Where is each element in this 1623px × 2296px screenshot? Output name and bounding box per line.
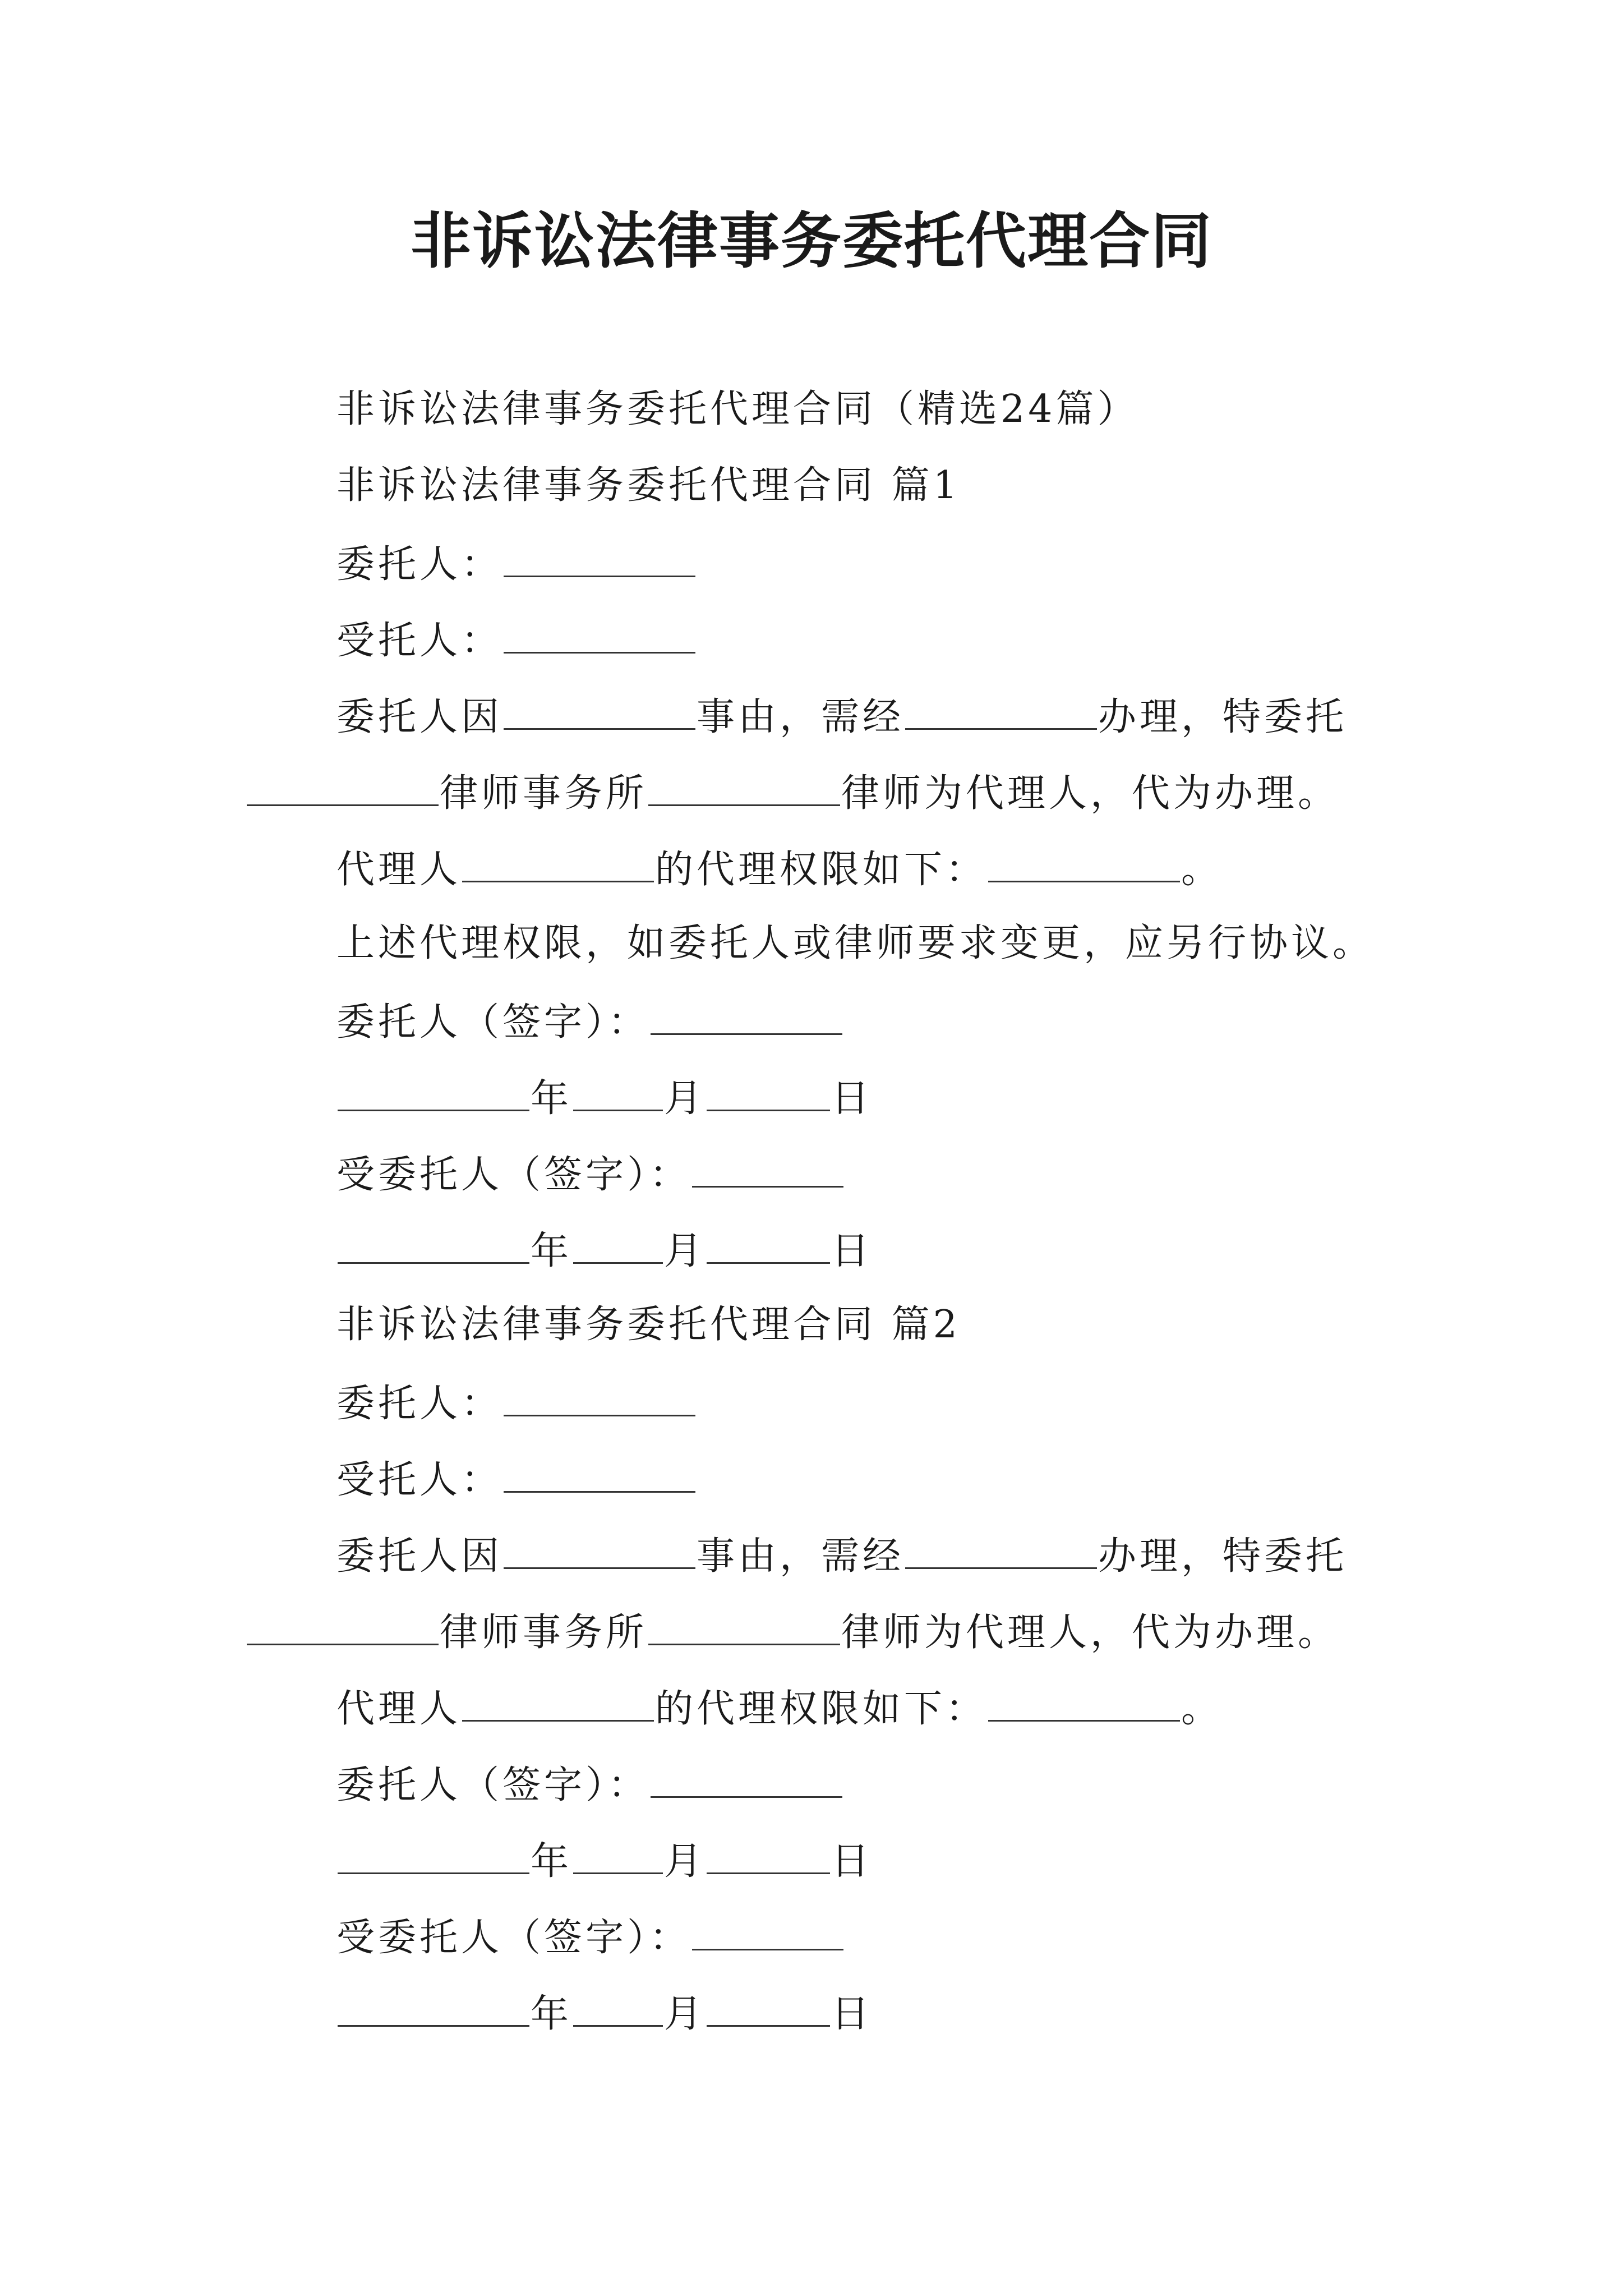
date-month: 月: [664, 1076, 706, 1121]
clause-text: 委托人因: [336, 695, 503, 739]
trustee-sign-label: 受委托人（签字）：: [336, 1153, 691, 1197]
date-day: 日: [831, 1992, 873, 2036]
trustee-sign-label: 受委托人（签字）：: [336, 1916, 691, 1960]
agent-text: 。: [1181, 848, 1223, 892]
section-1-trustee-date-line: [336, 1221, 873, 1280]
clause-text: 律师为代理人，代为办理。: [841, 771, 1340, 816]
section-2-heading: 非诉讼法律事务委托代理合同 篇2: [336, 1303, 961, 1347]
lawyer-blank: [648, 763, 840, 806]
date-month: 月: [664, 1992, 706, 2036]
section-1-client-line: [336, 534, 697, 593]
section-1-client-date-line: [336, 1068, 873, 1127]
agent-name-blank: [462, 1678, 654, 1722]
date-year: 年: [531, 1992, 573, 2036]
clause-text: 律师事务所: [440, 771, 648, 816]
day-blank: [707, 1221, 830, 1264]
law-firm-blank: [247, 763, 439, 806]
client-signature-blank: [651, 1755, 842, 1798]
date-day: 日: [831, 1076, 873, 1121]
date-day: 日: [831, 1839, 873, 1884]
date-year: 年: [531, 1839, 573, 1884]
handler-blank: [905, 1526, 1097, 1569]
trustee-label: 受托人：: [336, 1458, 503, 1502]
section-2-trustee-sign-line: [336, 1907, 845, 1966]
date-day: 日: [831, 1229, 873, 1273]
section-1-clause-line-1: [336, 687, 1347, 746]
section-2-clause-line-1: [336, 1526, 1347, 1585]
day-blank: [707, 1068, 830, 1111]
lawyer-blank: [648, 1602, 840, 1645]
document-title: 非诉讼法律事务委托代理合同: [410, 206, 1212, 277]
client-signature-blank: [651, 992, 842, 1035]
clause-text: 事由，需经: [697, 695, 905, 739]
year-blank: [338, 1221, 529, 1264]
trustee-label: 受托人：: [336, 619, 503, 663]
section-2-client-date-line: [336, 1831, 873, 1890]
agent-text: 的代理权限如下：: [655, 1687, 988, 1731]
clause-text: 办理，特委托: [1098, 695, 1348, 739]
matter-blank: [504, 687, 695, 730]
clause-text: 律师事务所: [440, 1611, 648, 1655]
day-blank: [707, 1831, 830, 1874]
agent-name-blank: [462, 839, 654, 882]
section-2-clause-line-2: [246, 1602, 1339, 1661]
date-month: 月: [664, 1839, 706, 1884]
trustee-signature-blank: [692, 1144, 843, 1188]
day-blank: [707, 1984, 830, 2027]
month-blank: [573, 1831, 663, 1874]
date-year: 年: [531, 1076, 573, 1121]
client-label: 委托人：: [336, 542, 503, 587]
client-name-blank: [504, 1373, 695, 1416]
trustee-signature-blank: [692, 1907, 843, 1950]
section-1-trustee-line: [336, 610, 697, 669]
section-1-client-sign-line: [336, 992, 843, 1051]
matter-blank: [504, 1526, 695, 1569]
client-label: 委托人：: [336, 1382, 503, 1426]
section-2-trustee-date-line: [336, 1984, 873, 2042]
trustee-name-blank: [504, 610, 695, 654]
law-firm-blank: [247, 1602, 439, 1645]
document-subtitle: 非诉讼法律事务委托代理合同（精选24篇）: [336, 387, 1139, 431]
year-blank: [338, 1984, 529, 2027]
year-blank: [338, 1831, 529, 1874]
authority-blank: [988, 1678, 1180, 1722]
section-2-client-line: [336, 1373, 697, 1432]
agent-text: 的代理权限如下：: [655, 848, 988, 892]
section-1-change-note: 上述代理权限，如委托人或律师要求变更，应另行协议。: [336, 921, 1375, 965]
client-name-blank: [504, 534, 695, 577]
month-blank: [573, 1984, 663, 2027]
section-2-agent-line: [336, 1678, 1223, 1737]
section-1-trustee-sign-line: [336, 1144, 845, 1203]
agent-text: 代理人: [336, 848, 462, 892]
handler-blank: [905, 687, 1097, 730]
month-blank: [573, 1068, 663, 1111]
section-1-clause-line-2: [246, 763, 1339, 822]
clause-text: 办理，特委托: [1098, 1534, 1348, 1579]
clause-text: 律师为代理人，代为办理。: [841, 1611, 1340, 1655]
section-2-client-sign-line: [336, 1755, 843, 1814]
agent-text: 。: [1181, 1687, 1223, 1731]
clause-text: 委托人因: [336, 1534, 503, 1579]
authority-blank: [988, 839, 1180, 882]
month-blank: [573, 1221, 663, 1264]
client-sign-label: 委托人（签字）：: [336, 1000, 650, 1045]
agent-text: 代理人: [336, 1687, 462, 1731]
date-month: 月: [664, 1229, 706, 1273]
year-blank: [338, 1068, 529, 1111]
section-1-heading: 非诉讼法律事务委托代理合同 篇1: [336, 463, 961, 508]
client-sign-label: 委托人（签字）：: [336, 1763, 650, 1807]
date-year: 年: [531, 1229, 573, 1273]
clause-text: 事由，需经: [697, 1534, 905, 1579]
trustee-name-blank: [504, 1450, 695, 1493]
section-2-trustee-line: [336, 1450, 697, 1508]
section-1-agent-line: [336, 839, 1223, 898]
